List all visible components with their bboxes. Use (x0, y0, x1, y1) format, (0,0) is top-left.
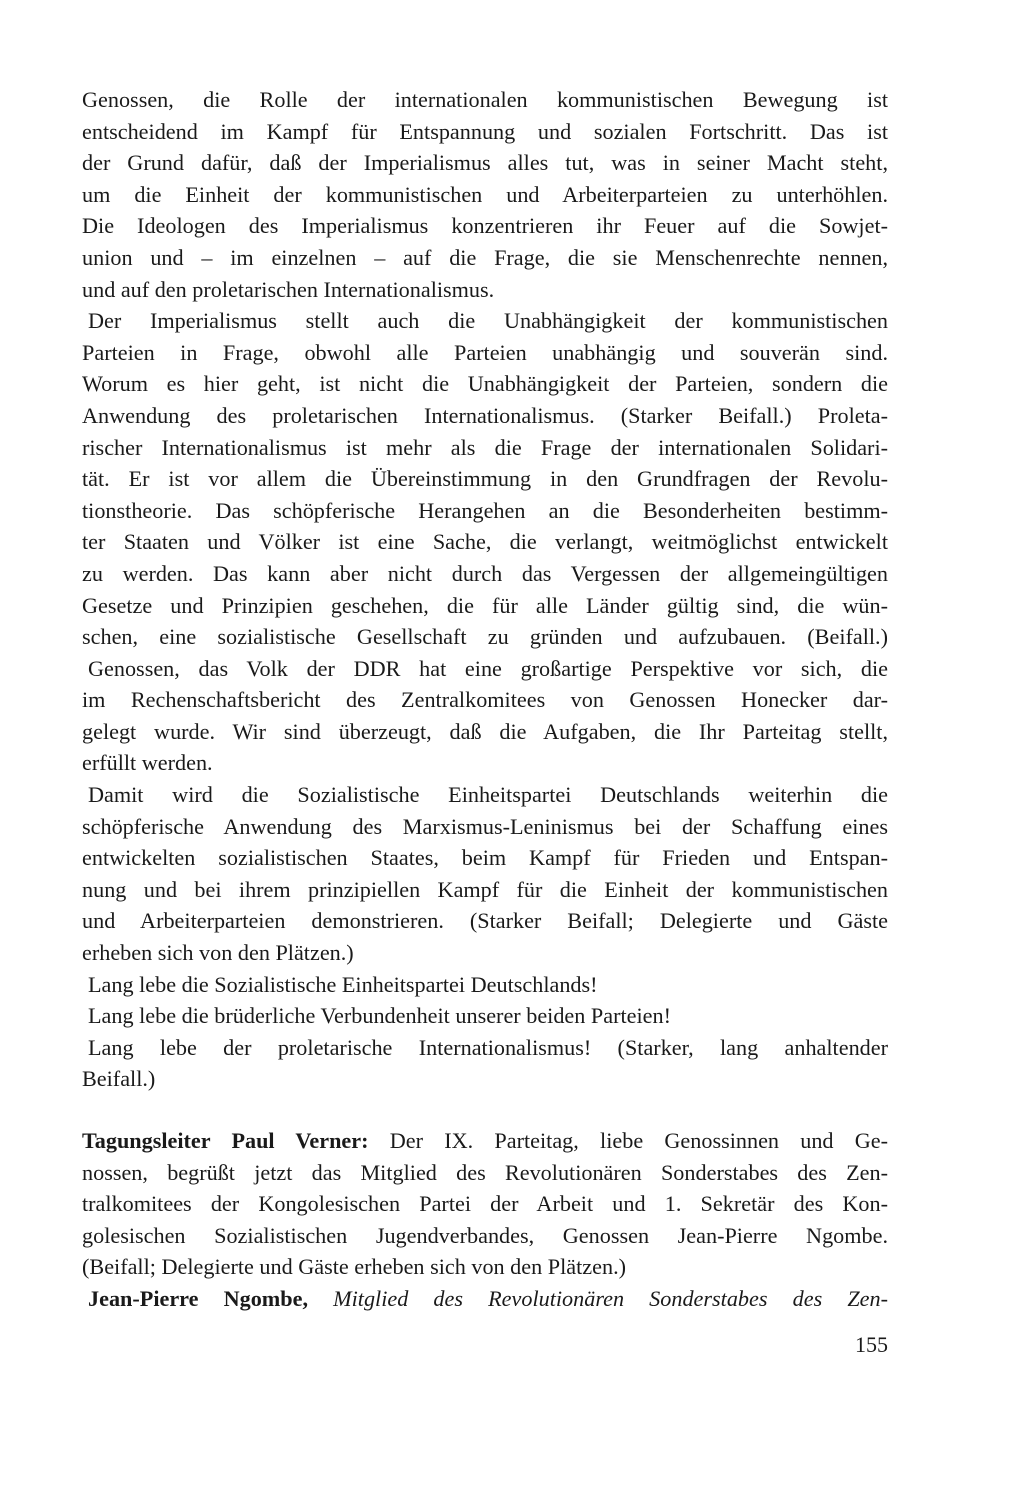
text-line: Parteien in Frage, obwohl alle Parteien unabhängig und souverän sind. (82, 339, 888, 365)
text-line: erheben sich von den Plätzen.) (82, 940, 354, 966)
text-line: Der Imperialismus stellt auch die Unabhängigkeit der kommunistischen (88, 308, 888, 334)
text-line: schen, eine sozialistische Gesellschaft zu gründen und aufzubauen. (Beifall.) (82, 624, 888, 650)
text-line: entwickelten sozialistischen Staates, beim Kampf für Frieden und Entspan- (82, 845, 888, 871)
text-line: tralkomitees der Kongolesischen Partei der Arbeit und 1. Sekretär des Kon- (82, 1191, 888, 1217)
text-line: um die Einheit der kommunistischen und Arbeiterparteien zu unterhöhlen. (82, 181, 888, 207)
document-page (82, 84, 888, 1315)
text-line: nossen, begrüßt jetzt das Mitglied des Revolutionären Sonderstabes des Zen- (82, 1159, 888, 1185)
text-line: der Grund dafür, daß der Imperialismus alles tut, was in seiner Macht steht, (82, 150, 888, 176)
text-line: tionstheorie. Das schöpferische Herangehen an die Besonderheiten bestimm- (82, 497, 888, 523)
text-line: schöpferische Anwendung des Marxismus-Leninismus bei der Schaffung eines (82, 813, 888, 839)
text-line: (Beifall; Delegierte und Gäste erheben sich von den Plätzen.) (82, 1254, 627, 1280)
text-line: Gesetze und Prinzipien geschehen, die für alle Länder gültig sind, die wün- (82, 592, 888, 618)
speaker-name: Tagungsleiter Paul Verner: (82, 1128, 369, 1153)
text-line: Worum es hier geht, ist nicht die Unabhängigkeit der Parteien, sondern die (82, 371, 888, 397)
text-line (82, 1125, 888, 1157)
text-line: erfüllt werden. (82, 750, 213, 776)
text-line: und Arbeiterparteien demonstrieren. (Starker Beifall; Delegierte und Gäste (82, 908, 888, 934)
text-line: golesischen Sozialistischen Jugendverbandes, Genossen Jean-Pierre Ngombe. (82, 1222, 888, 1248)
text-line: tät. Er ist vor allem die Übereinstimmung in den Grundfragen der Revolu- (82, 466, 888, 492)
text-line: Damit wird die Sozialistische Einheitspartei Deutschlands weiterhin die (88, 782, 888, 808)
text-line: zu werden. Das kann aber nicht durch das Vergessen der allgemeingültigen (82, 560, 888, 586)
chair-paragraph (82, 1125, 888, 1283)
paragraph-2 (82, 305, 888, 653)
text-line: entscheidend im Kampf für Entspannung und sozialen Fortschritt. Das ist (82, 118, 888, 144)
text-line: Beifall.) (82, 1066, 156, 1092)
text-line: Genossen, das Volk der DDR hat eine großartige Perspektive vor sich, die (88, 655, 888, 681)
paragraph-4 (82, 779, 888, 969)
text-line: Lang lebe die Sozialistische Einheitspartei Deutschlands! (88, 971, 598, 997)
text-line: Die Ideologen des Imperialismus konzentrieren ihr Feuer auf die Sowjet- (82, 213, 888, 239)
text-line: ter Staaten und Völker ist eine Sache, die verlangt, weitmöglichst entwickelt (82, 529, 888, 555)
text-line: und auf den proletarischen Internationalismus. (82, 276, 495, 302)
paragraph-1 (82, 84, 888, 305)
text-fragment: Der IX. Parteitag, liebe Genossinnen und Ge- (368, 1128, 889, 1153)
slogan-1 (82, 969, 888, 1001)
text-line: Anwendung des proletarischen Internationalismus. (Starker Beifall.) Proleta- (82, 402, 888, 428)
text-line: Genossen, die Rolle der internationalen kommunistischen Bewegung ist (82, 87, 888, 112)
speaker-name: Jean-Pierre Ngombe, (88, 1285, 309, 1311)
text-line: nung und bei ihrem prinzipiellen Kampf für die Einheit der kommunistischen (82, 876, 888, 902)
paragraph-3 (82, 653, 888, 779)
slogan-3 (82, 1032, 888, 1095)
page-number: 155 (855, 1332, 888, 1357)
text-line (82, 1283, 888, 1315)
text-line: im Rechenschaftsbericht des Zentralkomitees von Genossen Honecker dar- (82, 687, 888, 713)
section-gap (82, 1095, 888, 1125)
text-line: gelegt wurde. Wir sind überzeugt, daß die Aufgaben, die Ihr Parteitag stellt, (82, 718, 888, 744)
speaker-role: Mitglied des Revolutionären Sonderstabes des Zen- (308, 1285, 888, 1311)
slogan-2 (82, 1000, 888, 1032)
text-line: union und – im einzelnen – auf die Frage, die sie Menschenrechte nennen, (82, 244, 888, 270)
text-line: Lang lebe die brüderliche Verbundenheit unserer beiden Parteien! (88, 1003, 672, 1029)
text-line: rischer Internationalismus ist mehr als die Frage der internationalen Solidari- (82, 434, 888, 460)
next-speaker-paragraph (82, 1283, 888, 1315)
text-line: Lang lebe der proletarische Internationalismus! (Starker, lang anhaltender (88, 1034, 888, 1060)
